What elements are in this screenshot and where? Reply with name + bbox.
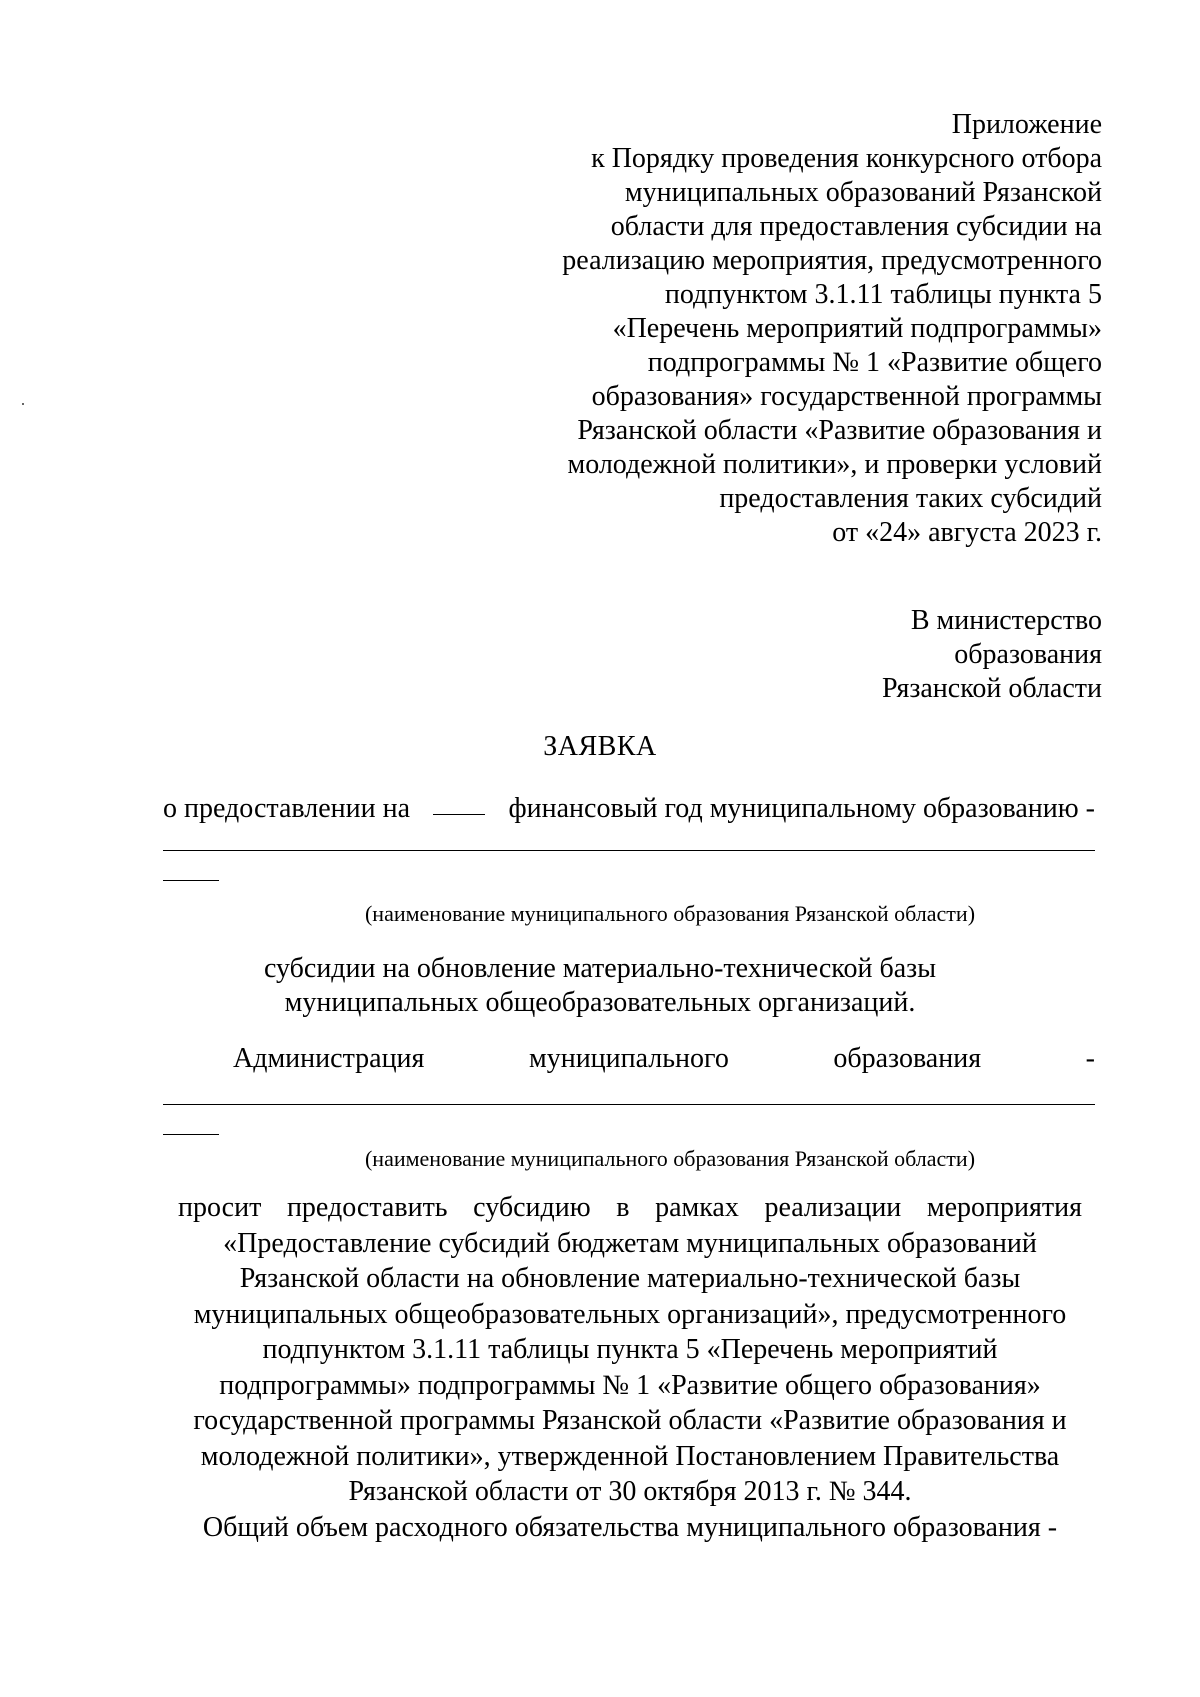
administration-name-rule-short: [163, 1134, 219, 1135]
addressee-line: Рязанской области: [881, 673, 1102, 704]
addressee-block: [702, 604, 1102, 706]
body-line: подпунктом 3.1.11 таблицы пункта 5 «Перечень мероприятий: [262, 1334, 998, 1365]
subsidy-purpose-line: муниципальных общеобразовательных организаций.: [284, 987, 916, 1018]
appendix-line: подпрограммы № 1 «Развитие общего: [647, 347, 1102, 378]
body-word: реализации: [764, 1192, 902, 1223]
body-word: рамках: [655, 1192, 739, 1223]
appendix-header: [542, 108, 1102, 550]
appendix-line: реализацию мероприятия, предусмотренного: [562, 245, 1102, 276]
appendix-date-line: от «24» августа 2023 г.: [832, 517, 1102, 548]
body-line: Рязанской области на обновление материально-технической базы: [239, 1263, 1021, 1294]
administration-word: Администрация: [233, 1043, 425, 1074]
administration-line: [163, 1042, 1095, 1076]
appendix-line: к Порядку проведения конкурсного отбора: [591, 143, 1102, 174]
body-line: «Предоставление субсидий бюджетам муниципальных образований: [223, 1227, 1037, 1259]
administration-dash: -: [1085, 1043, 1095, 1074]
administration-name-caption: (наименование муниципального образования Рязанской области): [364, 1146, 976, 1171]
subsidy-purpose: [0, 952, 1200, 1020]
municipality-name-rule[interactable]: [163, 850, 1095, 851]
body-word: в: [616, 1192, 630, 1223]
body-word: просит: [178, 1192, 262, 1223]
municipality-name-rule-short: [163, 880, 219, 881]
appendix-line: Рязанской области «Развитие образования и: [577, 415, 1102, 446]
addressee-line: образования: [954, 639, 1102, 670]
body-line: молодежной политики», утвержденной Постановлением Правительства: [200, 1440, 1060, 1472]
appendix-line: области для предоставления субсидии на: [610, 211, 1102, 242]
subsidy-purpose-line: субсидии на обновление материально-технической базы: [263, 953, 937, 984]
document-title: ЗАЯВКА: [543, 731, 657, 762]
addressee-line: В министерство: [910, 605, 1102, 636]
administration-word: муниципального: [528, 1043, 729, 1074]
body-line-total-obligation: Общий объем расходного обязательства муниципального образования -: [202, 1511, 1058, 1543]
appendix-line: образования» государственной программы: [591, 381, 1102, 412]
request-line-year: [163, 792, 1095, 826]
body-word: субсидию: [473, 1192, 591, 1223]
body-line: муниципальных общеобразовательных организаций», предусмотренного: [193, 1298, 1067, 1330]
appendix-line: «Перечень мероприятий подпрограммы»: [612, 313, 1102, 344]
appendix-line: муниципальных образований Рязанской: [624, 177, 1102, 208]
administration-word: образования: [833, 1043, 982, 1074]
municipality-name-caption: (наименование муниципального образования Рязанской области): [364, 901, 976, 926]
body-word: предоставить: [286, 1192, 448, 1223]
request-body: [178, 1190, 1082, 1545]
request-text-end: финансовый год муниципальному образованию -: [508, 793, 1095, 824]
body-word: мероприятия: [926, 1192, 1082, 1223]
appendix-line: подпунктом 3.1.11 таблицы пункта 5: [664, 279, 1102, 310]
body-first-line: [178, 1190, 1082, 1226]
body-line: государственной программы Рязанской области «Развитие образования и: [193, 1405, 1067, 1436]
year-blank-field[interactable]: [433, 792, 485, 815]
scan-speck: [22, 403, 24, 405]
appendix-line: предоставления таких субсидий: [719, 483, 1102, 514]
appendix-line: Приложение: [951, 109, 1102, 140]
request-text-start: о предоставлении на: [163, 793, 411, 824]
administration-name-rule[interactable]: [163, 1104, 1095, 1105]
body-line: подпрограммы» подпрограммы № 1 «Развитие общего образования»: [219, 1369, 1041, 1401]
appendix-line: молодежной политики», и проверки условий: [567, 449, 1102, 480]
body-line: Рязанской области от 30 октября 2013 г. № 344.: [348, 1476, 912, 1507]
